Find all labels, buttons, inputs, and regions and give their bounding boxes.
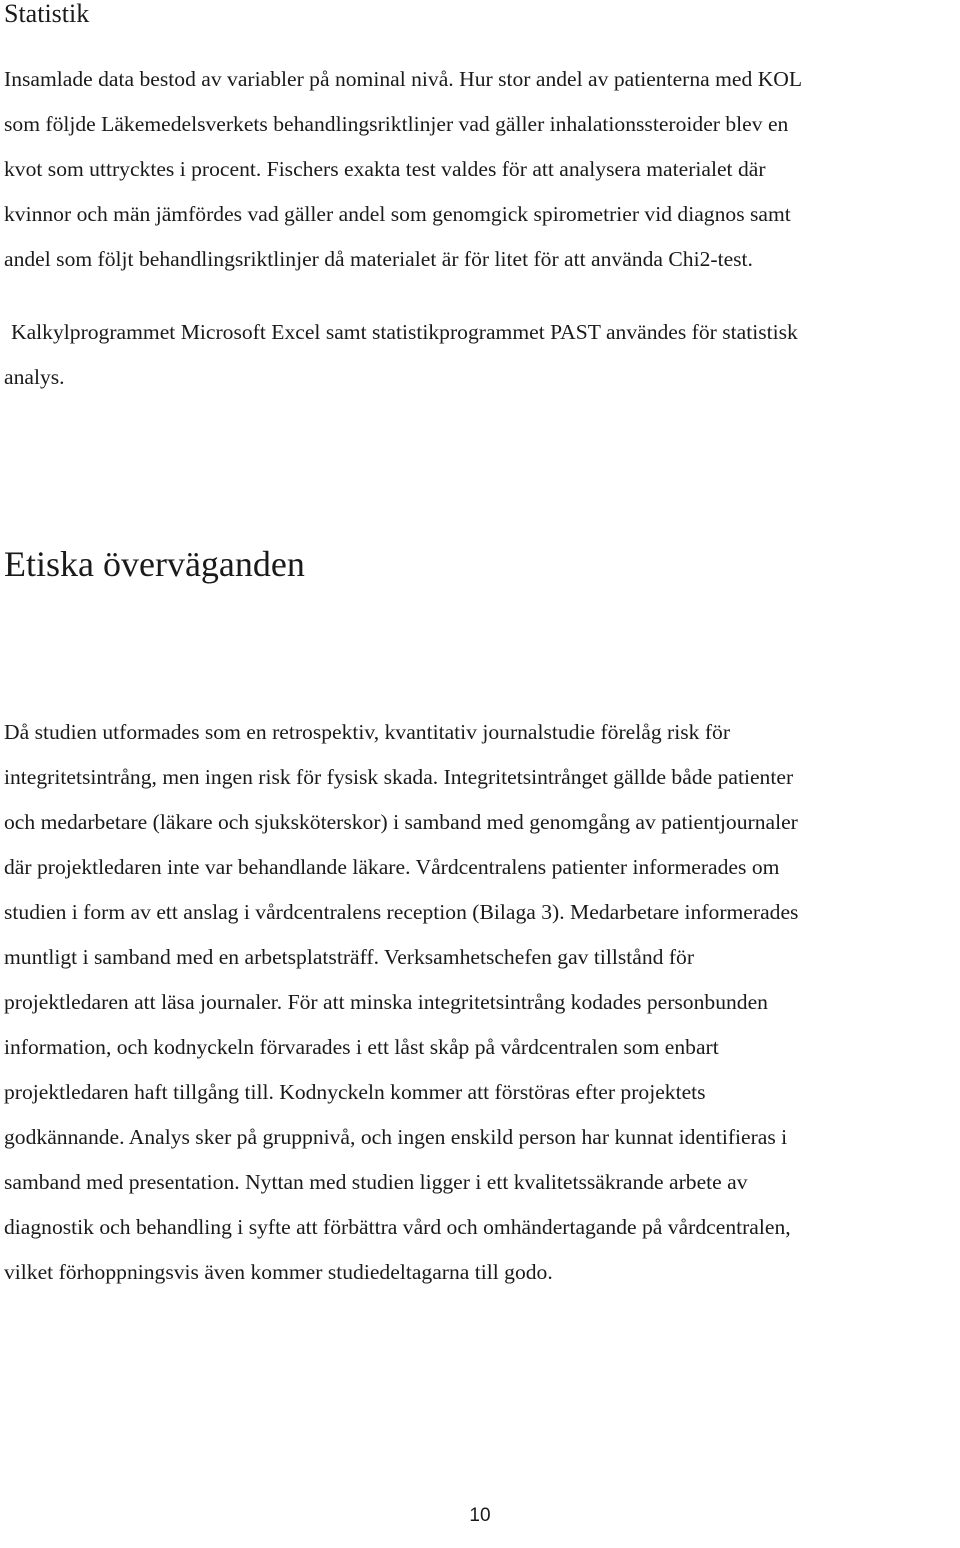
text-line: Kalkylprogrammet Microsoft Excel samt statistikprogrammet PAST användes för statistisk — [11, 320, 798, 344]
text-line: och medarbetare (läkare och sjuksköterskor) i samband med genomgång av patientjournaler — [4, 810, 798, 834]
text-line: Då studien utformades som en retrospektiv, kvantitativ journalstudie förelåg risk för — [4, 720, 731, 744]
text-line: studien i form av ett anslag i vårdcentralens reception (Bilaga 3). Medarbetare informerades — [4, 900, 799, 924]
text-line: muntligt i samband med en arbetsplatsträff. Verksamhetschefen gav tillstånd för — [4, 945, 695, 969]
text-line: Insamlade data bestod av variabler på nominal nivå. Hur stor andel av patienterna med KOL — [4, 67, 803, 91]
text-line: analys. — [4, 365, 65, 389]
text-line: kvot som uttrycktes i procent. Fischers exakta test valdes för att analysera materialet där — [4, 157, 766, 181]
text-line: godkännande. Analys sker på gruppnivå, och ingen enskild person har kunnat identifieras i — [4, 1125, 788, 1149]
paragraph-statistik-data — [4, 57, 956, 282]
text-line: projektledaren att läsa journaler. För att minska integritetsintrång kodades personbunden — [4, 990, 768, 1014]
text-line: samband med presentation. Nyttan med studien ligger i ett kvalitetssäkrande arbete av — [4, 1170, 748, 1194]
paragraph-etiska-overvaganden — [4, 710, 956, 1295]
text-line: diagnostik och behandling i syfte att förbättra vård och omhändertagande på vårdcentralen, — [4, 1215, 791, 1239]
text-line: som följde Läkemedelsverkets behandlingsriktlinjer vad gäller inhalationssteroider blev en — [4, 112, 789, 136]
section-heading-etiska-overvaganden: Etiska överväganden — [4, 544, 305, 584]
page-number: 10 — [469, 1505, 491, 1526]
text-line: andel som följt behandlingsriktlinjer då materialet är för litet för att använda Chi2-test. — [4, 247, 753, 271]
text-line: kvinnor och män jämfördes vad gäller andel som genomgick spirometrier vid diagnos samt — [4, 202, 791, 226]
text-line: vilket förhoppningsvis även kommer studiedeltagarna till godo. — [4, 1260, 553, 1284]
text-line: där projektledaren inte var behandlande läkare. Vårdcentralens patienter informerades om — [4, 855, 780, 879]
paragraph-statistik-software — [4, 310, 956, 400]
text-line: integritetsintrång, men ingen risk för fysisk skada. Integritetsintrånget gällde både patienter — [4, 765, 794, 789]
text-line: projektledaren haft tillgång till. Kodnyckeln kommer att förstöras efter projektets — [4, 1080, 706, 1104]
section-heading-statistik: Statistik — [4, 0, 90, 28]
text-line: information, och kodnyckeln förvarades i ett låst skåp på vårdcentralen som enbart — [4, 1035, 719, 1059]
